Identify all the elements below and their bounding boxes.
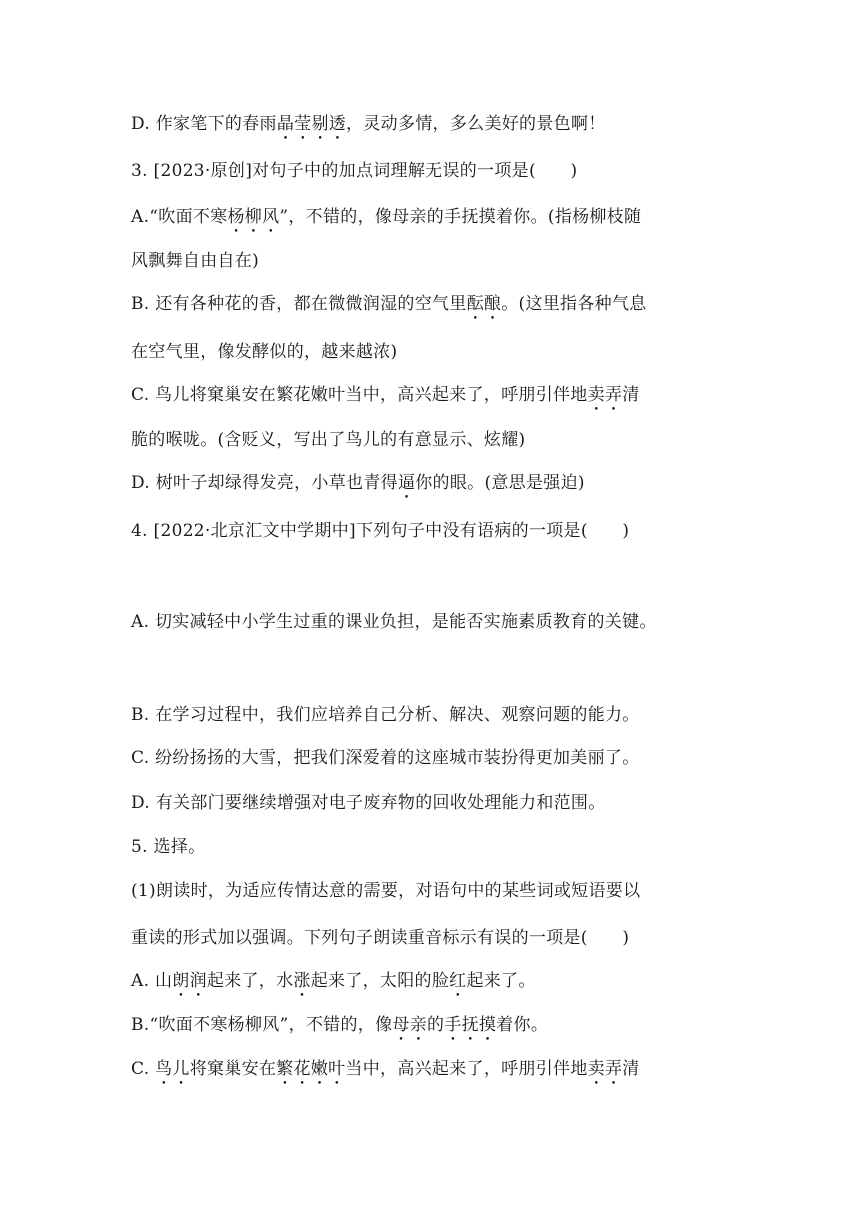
question-5-1-option-a (131, 969, 536, 1001)
question-3-option-b (131, 292, 647, 324)
emphasized-word: 杨柳风 (227, 207, 280, 227)
emphasized-word: 卖弄 (587, 1059, 623, 1079)
question-3-option-c (131, 383, 640, 415)
emphasized-word: 手 (444, 1015, 462, 1035)
text-run: B. 还有各种花的香，都在微微润湿的空气里 (131, 294, 467, 314)
emphasized-word: 涨 (293, 971, 311, 991)
question-5-1-option-b (131, 1013, 548, 1045)
question-3-option-b-cont (131, 340, 397, 364)
text-run: 将窠巢安在 (189, 1059, 277, 1079)
emphasized-word: 鸟儿 (155, 1059, 190, 1079)
text-run: 风飘舞自由自在) (131, 251, 260, 271)
text-run: C. 鸟儿将窠巢安在繁花嫩叶当中，高兴起来了，呼朋引伴地 (131, 385, 588, 405)
emphasized-word: 母亲 (392, 1015, 427, 1035)
text-run: 清 (622, 385, 640, 405)
emphasized-word: 逼 (397, 473, 416, 493)
question-5-1-stem (131, 879, 640, 903)
text-run: 。(这里指各种气息 (501, 294, 647, 314)
text-run: A. 山 (131, 971, 173, 991)
text-run: 的 (427, 1015, 445, 1035)
text-run: 你的眼。(意思是强迫) (415, 473, 585, 493)
emphasized-word: 繁花嫩叶 (276, 1059, 346, 1079)
text-run: D. 有关部门要继续增强对电子废弃物的回收处理能力和范围。 (131, 793, 606, 813)
question-4-option-b (131, 703, 640, 727)
text-run: A. 切实减轻中小学生过重的课业负担，是能否实施素质教育的关键。 (131, 612, 657, 632)
question-3-option-a-cont (131, 249, 259, 273)
question-3-option-a (131, 205, 641, 237)
emphasized-word: 酝酿 (466, 294, 502, 314)
text-run: 清 (622, 1059, 640, 1079)
text-run: B.“吹面不寒杨柳风”，不错的，像 (131, 1015, 393, 1035)
text-run: ”，不错的，像母亲的手抚摸着你。(指杨柳枝随 (279, 207, 642, 227)
text-run: 在空气里，像发酵似的，越来越浓) (131, 342, 398, 362)
text-run: 重读的形式加以强调。下列句子朗读重音标示有误的一项是( ) (131, 928, 630, 948)
emphasized-word: 卖弄 (587, 385, 623, 405)
text-run: D. 树叶子却绿得发亮，小草也青得 (131, 473, 398, 493)
text-run: 5. 选择。 (131, 837, 206, 857)
emphasized-word: 抚摸 (461, 1015, 497, 1035)
emphasized-word: 红 (449, 971, 467, 991)
text-run: C. 纷纷扬扬的大雪，把我们深爱着的这座城市装扮得更加美丽了。 (131, 748, 640, 768)
text-run: 当中，高兴起来了，呼朋引伴地 (345, 1059, 588, 1079)
question-5-stem (131, 835, 205, 859)
emphasized-word: 晶莹剔透 (276, 114, 347, 134)
text-run: ，灵动多情，多么美好的景色啊！ (346, 114, 606, 134)
question-4-option-c (131, 746, 640, 770)
question-4-option-a (131, 610, 657, 634)
question-5-1-option-c (131, 1057, 640, 1089)
text-run: B. 在学习过程中，我们应培养自己分析、解决、观察问题的能力。 (131, 705, 640, 725)
question-5-1-stem-cont (131, 926, 629, 950)
question-4-option-d (131, 791, 606, 815)
question-3-option-d (131, 471, 585, 503)
line-1 (131, 112, 606, 144)
question-3-option-c-cont (131, 428, 525, 452)
text-run: 起来了。 (466, 971, 536, 991)
question-4-stem (131, 519, 629, 543)
text-run: (1)朗读时，为适应传情达意的需要，对语句中的某些词或短语要以 (131, 881, 641, 901)
emphasized-word: 朗润 (172, 971, 207, 991)
text-run: 脆的喉咙。(含贬义，写出了鸟儿的有意显示、炫耀) (131, 430, 526, 450)
text-run: 着你。 (496, 1015, 549, 1035)
text-run: 起来了，水 (206, 971, 294, 991)
text-run: 4. [2022·北京汇文中学期中]下列句子中没有语病的一项是( ) (131, 521, 630, 541)
text-run: A.“吹面不寒 (131, 207, 228, 227)
text-run: D. 作家笔下的春雨 (131, 114, 277, 134)
text-run: 3. [2023·原创]对句子中的加点词理解无误的一项是( ) (131, 161, 578, 181)
text-run: C. (131, 1059, 156, 1079)
text-run: 起来了，太阳的脸 (310, 971, 450, 991)
question-3-stem (131, 159, 577, 183)
